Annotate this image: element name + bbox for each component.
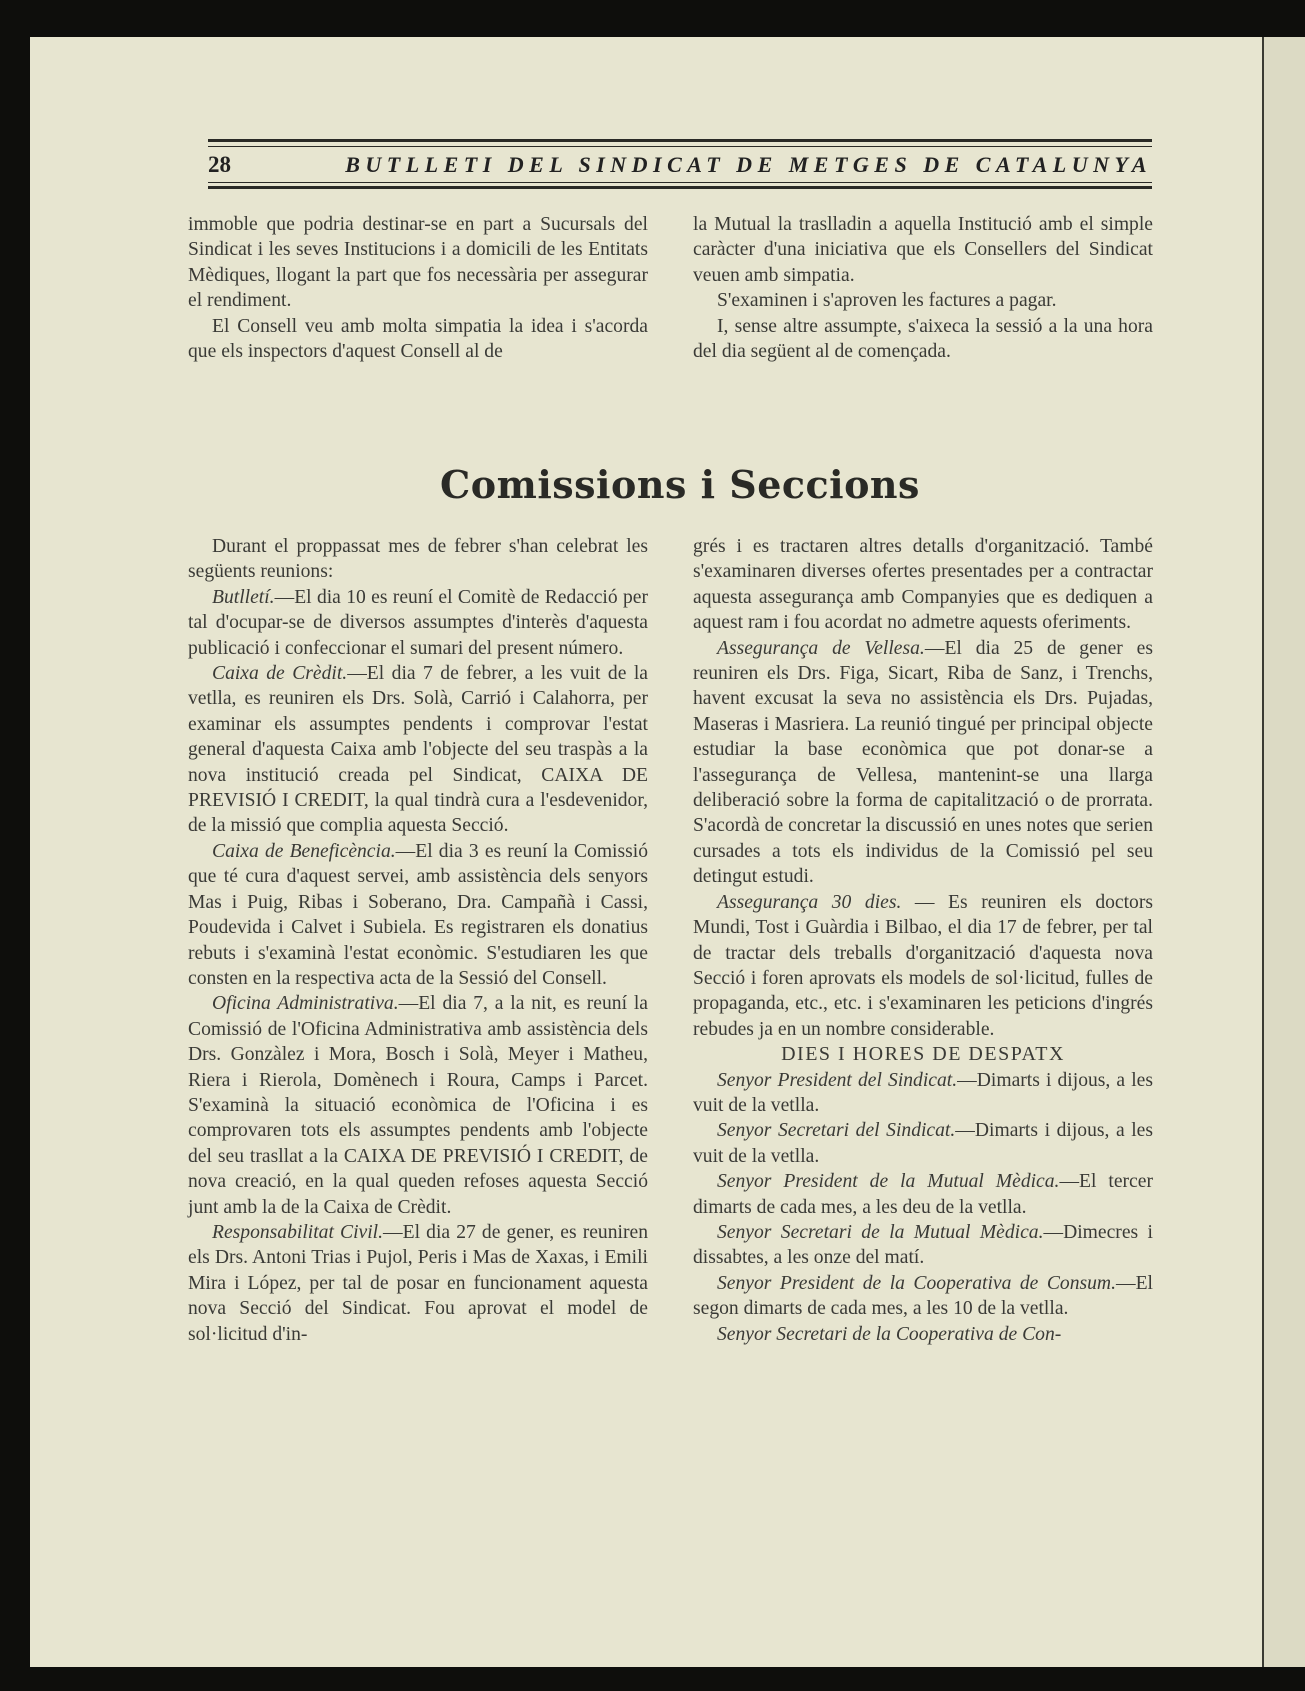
paragraph xyxy=(188,661,648,839)
paragraph-text: — Es reuniren els doctors Mundi, Tost i Guàrdia i Bilbao, el dia 17 de febrer, per tal de tractar dels treballs d'organització d'aquesta nova Secció i foren aprovats els models de sol·licitud, fulles de propaganda, etc., etc. i s'examinaren les peticions d'ingrés rebudes ja en un nombre considerable. xyxy=(693,891,1154,1040)
paragraph-text: —El tercer dimarts de cada mes, a les deu de la vetlla. xyxy=(693,1171,1153,1218)
next-page-edge xyxy=(1262,37,1305,1667)
paragraph-heading: Senyor President de la Cooperativa de Consum. xyxy=(717,1272,1116,1294)
paragraph-text: —Dimarts i dijous, a les vuit de la vetlla. xyxy=(693,1069,1153,1116)
paragraph xyxy=(693,636,1153,890)
paragraph xyxy=(693,1322,1153,1347)
paragraph-heading: Caixa de Crèdit. xyxy=(212,663,348,685)
header-rule xyxy=(208,139,1152,142)
paragraph-heading: Senyor President de la Mutual Mèdica. xyxy=(717,1171,1060,1193)
paragraph xyxy=(188,839,648,991)
top-right-column xyxy=(693,212,1153,364)
paragraph-text: —Dimecres i dissabtes, a les onze del matí. xyxy=(693,1221,1153,1269)
paragraph-text: —El dia 10 es reuní el Comitè de Redacció per tal d'ocupar-se de diversos assumptes d'interès d'aquesta publicació i confeccionar el sumari del present número. xyxy=(188,586,648,659)
paragraph-heading: Senyor Secretari del Sindicat. xyxy=(717,1120,956,1142)
header-rule xyxy=(208,186,1152,189)
main-right-column xyxy=(693,534,1153,1347)
paragraph: S'examinen i s'aproven les factures a pagar. xyxy=(717,290,1057,312)
header-row xyxy=(208,151,1152,179)
paragraph xyxy=(188,991,648,1220)
paragraph-text: —Dimarts i dijous, a les vuit de la vetlla. xyxy=(693,1120,1153,1167)
paragraph-text: —El dia 7 de febrer, a les vuit de la vetlla, es reuniren els Drs. Solà, Carrió i Calahorra, per examinar els assumptes pendents i comprovar l'estat general d'aquesta Caixa amb l'objecte del seu traspàs a la nova institució creada pel Sindicat, CAIXA DE PREVISIÓ I CREDIT, la qual tindrà cura a l'esdevenidor, de la missió que complia aquesta Secció. xyxy=(188,663,648,837)
paragraph-heading: Assegurança 30 dies. xyxy=(717,891,902,913)
main-left-column xyxy=(188,534,648,1347)
paragraph xyxy=(188,585,648,661)
paragraph-heading: Assegurança de Vellesa. xyxy=(717,637,925,659)
paragraph-heading: Senyor Secretari de la Cooperativa de Con- xyxy=(717,1323,1062,1345)
paragraph-text: —El dia 7, a la nit, es reuní la Comissió de l'Oficina Administrativa amb assistència dels Drs. Gonzàlez i Mora, Bosch i Solà, Meyer i Matheu, Riera i Rierola, Domènech i Roura, Camps i Parcet. S'examinà la situació econòmica de l'Oficina i es comprovaren tots els assumptes pendents amb l'objecte del seu trasllat a la CAIXA DE PREVISIÓ I CREDIT, de nova creació, en la qual queden refoses aquesta Secció junt amb la de la Caixa de Crèdit. xyxy=(188,993,649,1218)
paragraph xyxy=(693,1068,1153,1119)
paragraph-heading: Responsabilitat Civil. xyxy=(212,1221,384,1243)
paragraph-text: —El dia 25 de gener es reuniren els Drs. Figa, Sicart, Riba de Sanz, i Trenchs, havent excusat la seva no assistència els Drs. Pujadas, Maseras i Masriera. La reunió tingué per principal objecte estudiar la base econòmica que pot donar-se a l'assegurança de Vellesa, mantenint-se una llarga deliberació sobre la forma de capitalització o de prorrata. S'acordà de concretar la discussió en unes notes que serien cursades a tots els individus de la Comissió pel seu detingut estudi. xyxy=(693,637,1153,888)
paragraph-heading: Oficina Administrativa. xyxy=(212,993,399,1015)
subheading: DIES I HORES DE DESPATX xyxy=(781,1043,1065,1066)
paragraph: Durant el proppassat mes de febrer s'han celebrat les següents reunions: xyxy=(188,536,648,583)
page-number: 28 xyxy=(208,152,231,177)
paragraph xyxy=(188,1220,648,1347)
header-rule xyxy=(208,182,1152,183)
paragraph: la Mutual la traslladin a aquella Institució amb el simple caràcter d'una iniciativa que els Consellers del Sindicat veuen amb simpatia. xyxy=(693,214,1153,286)
paragraph: grés i es tractaren altres detalls d'organització. També s'examinaren diverses ofertes presentades per a contractar aquesta assegurança amb Companyies que es dediquen a aquest ram i fou acordat no admetre aquests oferiments. xyxy=(693,536,1153,634)
paragraph xyxy=(693,1169,1153,1220)
paragraph-heading: Senyor Secretari de la Mutual Mèdica. xyxy=(717,1221,1044,1243)
paragraph xyxy=(693,1271,1153,1322)
paragraph-text: —El segon dimarts de cada mes, a les 10 de la vetlla. xyxy=(693,1272,1153,1320)
header-rule xyxy=(208,146,1152,147)
paragraph-heading: Senyor President del Sindicat. xyxy=(717,1069,958,1091)
running-header xyxy=(208,139,1152,194)
paragraph xyxy=(693,890,1153,1042)
paragraph-text: —El dia 27 de gener, es reuniren els Drs. Antoni Trias i Pujol, Peris i Mas de Xaxas, i Emili Mira i López, per tal de posar en funcionament aquesta nova Secció del Sindicat. Fou aprovat el model de sol·licitud d'in- xyxy=(188,1221,648,1345)
paragraph xyxy=(693,1118,1153,1169)
paragraph: immoble que podria destinar-se en part a Sucursals del Sindicat i les seves Institucions i a domicili de les Entitats Mèdiques, llogant la part que fos necessària per assegurar el rendiment. xyxy=(188,214,648,312)
section-title: Comissions i Seccions xyxy=(440,462,920,507)
paragraph-heading: Caixa de Beneficència. xyxy=(212,840,396,862)
paragraph xyxy=(693,1220,1153,1271)
paragraph-heading: Butlletí. xyxy=(212,586,275,608)
paragraph: El Consell veu amb molta simpatia la idea i s'acorda que els inspectors d'aquest Consell al de xyxy=(188,315,648,363)
running-title: BUTLLETI DEL SINDICAT DE METGES DE CATALUNYA xyxy=(345,152,1152,177)
paragraph-text: —El dia 3 es reuní la Comissió que té cura d'aquest servei, amb assistència dels senyors Mas i Puig, Ribas i Soberano, Dra. Campañà i Cassi, Poudevida i Calvet i Subiela. Es registraren els donatius rebuts i s'examinà l'estat econòmic. S'estudiaren les que consten en la respectiva acta de la Sessió del Consell. xyxy=(188,840,648,989)
top-left-column xyxy=(188,212,648,364)
paragraph: I, sense altre assumpte, s'aixeca la sessió a la una hora del dia següent al de començada. xyxy=(693,315,1153,363)
